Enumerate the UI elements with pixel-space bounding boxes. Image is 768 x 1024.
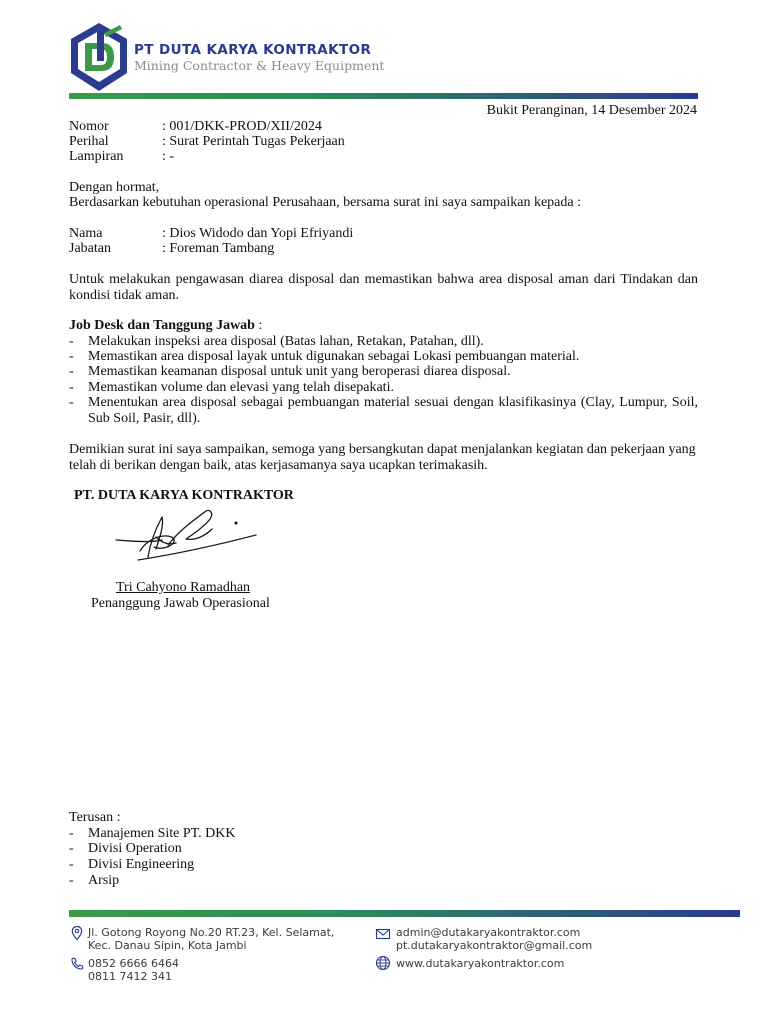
meta-label: Perihal: [69, 134, 109, 149]
closing-paragraph: Demikian surat ini saya sampaikan, semoga yang bersangkutan dapat menjalankan kegiatan dan pekerjaan yang telah di berikan dengan baik, atas kerjasamanya saya ucapkan terimakasih.: [69, 442, 696, 473]
cc-text: Divisi Engineering: [88, 857, 195, 872]
footer-address-line2: Kec. Danau Sipin, Kota Jambi: [88, 939, 247, 952]
cc-item: [69, 873, 698, 889]
list-dash: -: [69, 826, 74, 841]
meta-label: Lampiran: [69, 149, 124, 164]
meta-label: Nomor: [69, 119, 109, 134]
list-dash: -: [69, 334, 74, 349]
jobdesk-item: [69, 334, 698, 350]
jobdesk-item: [69, 349, 698, 365]
signer-name: Tri Cahyono Ramadhan: [116, 580, 251, 595]
jobdesk-item: [69, 395, 698, 427]
meta-row-nomor: [69, 119, 322, 135]
company-logo: [68, 21, 130, 93]
jobdesk-title: Job Desk dan Tanggung Jawab: [69, 318, 255, 333]
letter-date: Bukit Peranginan, 14 Desember 2024: [486, 103, 697, 118]
cc-item: [69, 841, 698, 857]
meta-row-perihal: [69, 134, 345, 150]
meta-value: : 001/DKK-PROD/XII/2024: [162, 119, 322, 134]
list-dash: -: [69, 857, 74, 872]
list-dash: -: [69, 380, 74, 395]
footer-email-2: pt.dutakaryakontraktor@gmail.com: [396, 939, 593, 952]
recipient-value: : Dios Widodo dan Yopi Efriyandi: [162, 226, 354, 241]
intro-paragraph: Berdasarkan kebutuhan operasional Perusahaan, bersama surat ini saya sampaikan kepada :: [69, 195, 581, 210]
header-divider: [69, 93, 698, 99]
footer-website: www.dutakaryakontraktor.com: [396, 957, 565, 970]
cc-title: Terusan :: [69, 810, 121, 825]
signer-title: Penanggung Jawab Operasional: [91, 596, 270, 611]
list-dash: -: [69, 873, 74, 888]
footer-phone-1: 0852 6666 6464: [88, 957, 179, 970]
jobdesk-text: Memastikan area disposal layak untuk digunakan sebagai Lokasi pembuangan material.: [88, 349, 580, 364]
list-dash: -: [69, 364, 74, 379]
cc-text: Manajemen Site PT. DKK: [88, 826, 236, 841]
jobdesk-text: Melakukan inspeksi area disposal (Batas lahan, Retakan, Patahan, dll).: [88, 334, 484, 349]
company-name: PT DUTA KARYA KONTRAKTOR: [134, 42, 372, 58]
recipient-value: : Foreman Tambang: [162, 241, 275, 256]
jobdesk-item: [69, 380, 698, 396]
cc-text: Arsip: [88, 873, 120, 888]
handwritten-signature: [110, 505, 270, 580]
globe-icon: [375, 955, 391, 971]
footer-phone-2: 0811 7412 341: [88, 970, 172, 983]
phone-icon: [69, 956, 85, 972]
cc-item: [69, 857, 698, 873]
jobdesk-item: [69, 364, 698, 380]
jobdesk-heading: [69, 318, 698, 334]
company-tagline: Mining Contractor & Heavy Equipment: [134, 58, 385, 73]
meta-row-lampiran: [69, 149, 174, 165]
meta-value: : Surat Perintah Tugas Pekerjaan: [162, 134, 345, 149]
list-dash: -: [69, 349, 74, 364]
recipient-row-nama: [69, 226, 353, 242]
location-pin-icon: [69, 925, 85, 941]
company-signature-line: PT. DUTA KARYA KONTRAKTOR: [74, 488, 294, 503]
footer-address-line1: Jl. Gotong Royong No.20 RT.23, Kel. Selamat,: [88, 926, 335, 939]
recipient-label: Jabatan: [69, 241, 111, 256]
meta-value: : -: [162, 149, 175, 164]
list-dash: -: [69, 841, 74, 856]
footer-divider: [69, 910, 740, 917]
greeting: Dengan hormat,: [69, 180, 160, 195]
footer-email-1: admin@dutakaryakontraktor.com: [396, 926, 581, 939]
mail-icon: [375, 926, 391, 942]
recipient-row-jabatan: [69, 241, 274, 257]
jobdesk-text: Memastikan volume dan elevasi yang telah disepakati.: [88, 380, 394, 395]
list-dash: -: [69, 395, 74, 410]
jobdesk-text: Menentukan area disposal sebagai pembuangan material sesuai dengan klasifikasinya (Clay, Lumpur, Soil, Sub Soil, Pasir, dll).: [88, 395, 698, 426]
jobdesk-text: Memastikan keamanan disposal untuk unit yang beroperasi diarea disposal.: [88, 364, 511, 379]
cc-item: [69, 826, 698, 842]
jobdesk-colon: :: [254, 318, 263, 333]
purpose-paragraph: Untuk melakukan pengawasan diarea disposal dan memastikan bahwa area disposal aman dari Tindakan dan kondisi tidak aman.: [69, 272, 698, 303]
recipient-label: Nama: [69, 226, 103, 241]
cc-text: Divisi Operation: [88, 841, 182, 856]
